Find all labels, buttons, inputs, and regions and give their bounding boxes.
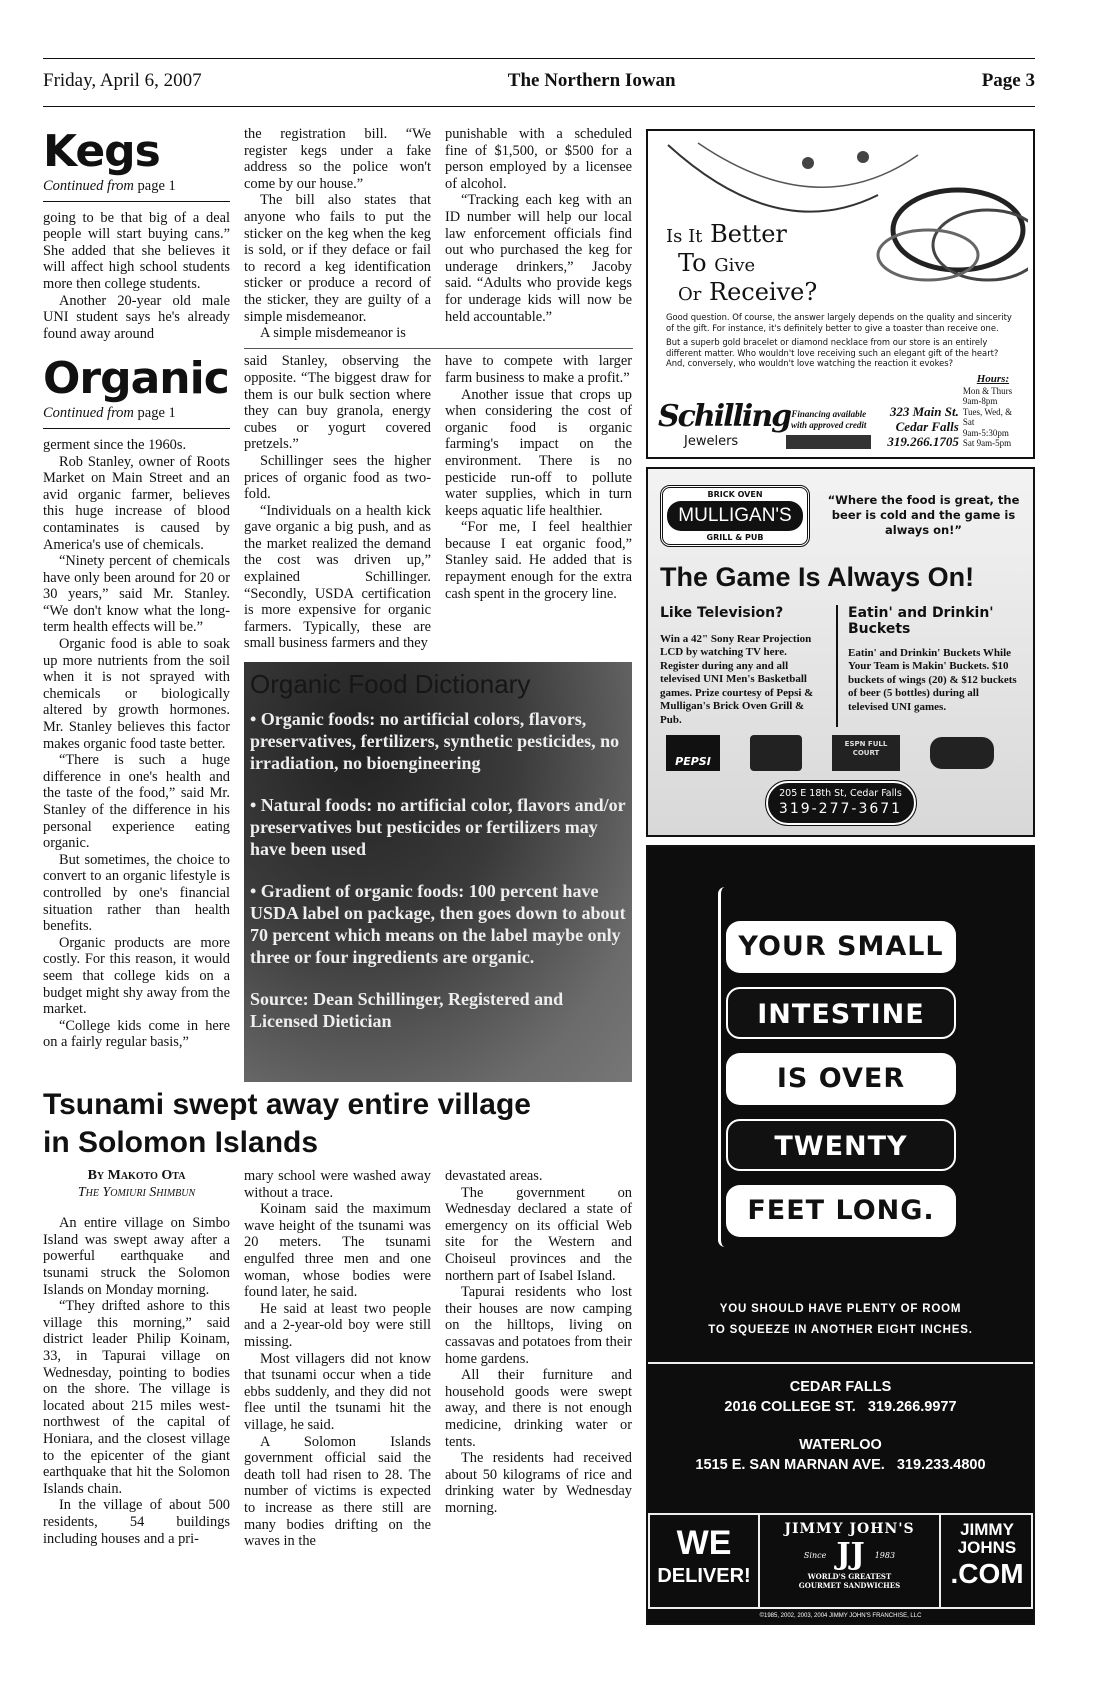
sidebar-item: • Natural foods: no artificial color, flavors and/or preservatives but pesticides or fertilizers may have been used	[250, 795, 626, 860]
paragraph: A Solomon Islands government official said the death toll had risen to 28. The number of victims is expected to increase as there still are many bodies drifting on the waves in the	[244, 1433, 431, 1550]
logo-subtext: Jewelers	[684, 433, 739, 449]
continued-page[interactable]: page 1	[137, 178, 176, 194]
schilling-headline	[666, 221, 1023, 308]
ribbon-line: IS OVER	[726, 1053, 956, 1105]
schilling-copy	[666, 312, 1016, 369]
schilling-logo	[658, 398, 791, 449]
payment-cards	[786, 435, 871, 449]
logo-bottom: GRILL & PUB	[706, 532, 764, 542]
kegs-col-1	[43, 126, 230, 342]
location-city: CEDAR FALLS	[789, 1379, 892, 1395]
tsunami-col-2	[244, 1168, 431, 1550]
paragraph: have to compete with larger farm business to make a profit.”	[445, 353, 632, 386]
ad-paragraph: Good question. Of course, the answer largely depends on the quality and sincerity of the gift. For instance, it's definitely better to give a toaster than receive one.	[666, 312, 1012, 333]
paragraph: “College kids come in here on a fairly regular basis,”	[43, 1017, 230, 1051]
paragraph: Another issue that crops up when considering the cost of organic food is organic farming's impact on the environment. There is no pesticide run-off to pollute water supplies, which in turn keeps aquatic life healthier.	[445, 386, 632, 519]
logo-text: MULLIGAN'S	[667, 501, 803, 531]
hours-line: 9am-8pm	[962, 396, 998, 406]
ad-paragraph: But a superb gold bracelet or diamond necklace from our store is an entirely different matter. Who wouldn't love receiving such an elegant gift of the heart? And, conversely, who wouldn't love watching the reaction it evokes?	[666, 337, 999, 368]
paragraph: Most villagers did not know that tsunami occur when a tide ebbs suddenly, and they did not flee until the tsunami hit the village, he said.	[244, 1350, 431, 1433]
hours-line: Sat 9am-5pm	[962, 438, 1012, 448]
news-columns	[43, 126, 633, 1550]
paragraph: “Ninety percent of chemicals have only been around for 20 or 30 years,” said Mr. Stanley. “We don't know what the long-term health effects will be.”	[43, 553, 230, 636]
ribbon-line: INTESTINE	[726, 987, 956, 1039]
promo-body: Eatin' and Drinkin' Buckets While Your Team is Makin' Buckets. $10 buckets of wings (20) & $12 buckets of beer (5 bottles) during all televised UNI games.	[848, 646, 1017, 713]
paragraph: germent since the 1960s.	[43, 436, 187, 453]
store-hours	[963, 373, 1023, 449]
paragraph: An entire village on Simbo Island was swept away after a powerful earthquake and tsunami struck the Solomon Islands on Monday morning.	[43, 1215, 230, 1298]
website[interactable]	[939, 1515, 1033, 1607]
paragraph: The government on Wednesday declared a state of emergency on its official Web site for the Western and Choiseul provinces and the northern part of Isabel Island.	[445, 1184, 632, 1284]
paragraph: All their furniture and household goods were swept away, and there is not enough medicine, drinking water or tents.	[445, 1367, 632, 1450]
espn-logo: ESPN FULL COURT	[832, 735, 900, 771]
paragraph: going to be that big of a deal people will start buying cans.” She added that she believes it will affect high school students more then college students.	[43, 209, 230, 292]
ads-column	[646, 129, 1035, 1625]
page-number: Page 3	[981, 70, 1035, 91]
ribbon-line: FEET LONG.	[726, 1185, 956, 1237]
schilling-bottom	[658, 373, 1023, 449]
headline-word: Is It	[666, 226, 703, 247]
section-divider	[244, 348, 633, 349]
we-deliver	[650, 1515, 760, 1607]
headline-line-2: in Solomon Islands	[43, 1126, 319, 1160]
kegs-col-2	[244, 126, 431, 342]
since-year: 1983	[874, 1550, 896, 1560]
organic-col-1	[43, 353, 230, 1051]
paragraph: mary school were washed away without a trace.	[244, 1168, 431, 1201]
organic-continued	[43, 405, 230, 429]
paragraph: But sometimes, the choice to convert to an organic lifestyle is controlled by one's financial situation rather than health benefits.	[43, 851, 230, 935]
tsunami-headline	[43, 1086, 633, 1162]
paragraph: “Individuals on a health kick gave organic a big push, and as the market realized the demand the cost was driven up,” explained Schillinger. “Secondly, USDA certification is more expensive for organic farmers. Typically, these are small business farmers and they	[244, 502, 431, 652]
organic-col-3	[445, 353, 632, 602]
paragraph: In the village of about 500 residents, 54 buildings including houses and a pri-	[43, 1497, 230, 1547]
location-address[interactable]: 2016 COLLEGE ST. 319.266.9977	[724, 1399, 957, 1415]
ribbon-line: YOUR SMALL	[726, 921, 956, 973]
paragraph: “For me, I feel healthier because I eat organic food,” Stanley said. He added that is repayment enough for the extra cash spent in the grocery line.	[445, 519, 632, 602]
copyright: ©1985, 2002, 2003, 2004 JIMMY JOHN'S FRANCHISE, LLC	[759, 1613, 922, 1619]
paragraph: A simple misdemeanor is	[260, 325, 406, 342]
headline-word: To	[678, 249, 707, 277]
mulligans-headline: The Game Is Always On!	[660, 561, 975, 592]
website-line: JOHNS	[957, 1538, 1017, 1557]
tagline	[648, 1299, 1033, 1341]
top-rule	[43, 58, 1035, 59]
hours-line: Tues, Wed, & Sat	[962, 406, 1013, 427]
organic-story	[43, 353, 633, 1082]
paragraph: “There is such a huge difference in one's health and the taste of the food,” said Mr. Stanley of the difference in his personal experience eating organic.	[43, 752, 230, 852]
tagline-line: YOU SHOULD HAVE PLENTY OF ROOM	[719, 1303, 962, 1315]
headline-line-1: Tsunami swept away entire village	[43, 1088, 531, 1122]
page-header	[43, 70, 1035, 92]
location-address[interactable]: 1515 E. SAN MARNAN AVE. 319.233.4800	[695, 1457, 986, 1473]
tv-icon	[750, 735, 802, 771]
pepsi-logo: PEPSI	[666, 735, 720, 771]
kegs-col-3	[445, 126, 632, 325]
financing-note: Financing available with approved credit	[790, 408, 867, 430]
tagline-line: TO SQUEEZE IN ANOTHER EIGHT INCHES.	[708, 1324, 973, 1336]
jimmy-johns-logo	[762, 1515, 937, 1607]
continued-page[interactable]: page 1	[137, 405, 176, 422]
byline: By Makoto Ota	[87, 1168, 186, 1184]
paragraph: devastated areas.	[445, 1168, 543, 1185]
ribbon-line: TWENTY	[726, 1119, 956, 1171]
hours-line: 9am-5:30pm	[962, 427, 1009, 438]
tsunami-story	[43, 1168, 633, 1550]
promo-buckets	[838, 605, 1020, 728]
deliver-text: DELIVER!	[657, 1565, 751, 1587]
locations	[648, 1377, 1033, 1475]
paragraph: “Tracking each keg with an ID number will help our local law enforcement officials find out who purchased the keg for underage drinkers,” Jacoby said. “Adults who provide kegs for underage kids will now be held accountable.”	[445, 192, 632, 325]
schilling-jewelers-ad[interactable]	[646, 129, 1035, 459]
tsunami-col-1	[43, 1168, 230, 1547]
byline-agency: The Yomiuri Shimbun	[77, 1184, 196, 1200]
sponsor-row	[660, 735, 1021, 771]
paragraph: Organic products are more costly. For this reason, it would seem that college kids on a budget might shy away from the market.	[43, 934, 230, 1018]
phone[interactable]: 319.266.1705	[887, 433, 959, 449]
newspaper-name: The Northern Iowan	[507, 70, 676, 91]
promo-television	[660, 605, 838, 728]
location-city: WATERLOO	[799, 1437, 882, 1453]
sidebar-source: Source: Dean Schillinger, Registered and Licensed Dietician	[250, 989, 564, 1032]
address: 323 Main St.	[889, 403, 959, 419]
brand-name: JIMMY JOHN'S	[784, 1521, 915, 1537]
paragraph: The residents had received about 50 kilograms of rice and drinking water by Wednesday morning.	[445, 1450, 632, 1516]
paragraph: He said at least two people and a 2-year-old boy were still missing.	[244, 1300, 431, 1350]
logo-text: Schilling	[658, 398, 791, 434]
organic-dictionary-sidebar	[244, 662, 632, 1082]
headline-word: Better	[710, 220, 787, 248]
kegs-title: Kegs	[43, 126, 160, 177]
paragraph: The bill also states that anyone who fails to put the sticker on the keg when the keg is sold, or if they deface or fail to record a keg identification sticker or produce a record of the sticker, they are guilty of a simple misdemeanor.	[244, 192, 431, 325]
kegs-continued	[43, 178, 230, 202]
jj-monogram: JJ	[836, 1537, 865, 1572]
promo-title: Eatin' and Drinkin' Buckets	[848, 604, 994, 637]
since-row	[762, 1538, 937, 1572]
mulligans-ad[interactable]	[646, 467, 1035, 838]
paragraph: Organic food is able to soak up more nutrients from the soil when it is not sprayed with chemicals or biologically altered by growth hormones. Mr. Stanley believes this factor makes organic food taste better.	[43, 636, 230, 752]
brand-tagline: WORLD'S GREATEST GOURMET SANDWICHES	[798, 1572, 901, 1590]
city: Cedar Falls	[895, 418, 959, 434]
sidebar-item: • Organic foods: no artificial colors, flavors, preservatives, fertilizers, synthetic pesticides, no irradiation, no bioengineering	[250, 709, 620, 774]
header-rule	[43, 106, 1035, 107]
paragraph: “They drifted ashore to this village this morning,” said district leader Philip Koinam, 33, in Tapurai village on Wednesday, pointing to bodies on the shore. The village is located about 215 miles west-northwest of the capital of Honiara, and the closest village to the epicenter of the giant earthquake that hit the Solomon Islands chain.	[43, 1298, 230, 1497]
mulligans-logo	[660, 485, 810, 547]
paragraph: Schillinger sees the higher prices of organic food as two-fold.	[244, 452, 431, 503]
paragraph: Another 20-year old male UNI student says he's already found away around	[43, 292, 230, 342]
promo-row	[660, 605, 1021, 728]
promo-body: Win a 42" Sony Rear Projection LCD by watching TV here. Register during any and all televised UNI Men's Basketball games. Prize courtesy of Pepsi & Mulligan's Brick Oven Grill & Pub.	[660, 632, 814, 726]
website-line: JIMMY	[960, 1520, 1014, 1539]
continued-label: Continued from	[43, 178, 134, 194]
organic-col-2	[244, 353, 431, 652]
hours-line: Mon & Thurs	[962, 385, 1013, 396]
headline-word: Give	[714, 255, 756, 276]
hours-title: Hours:	[976, 372, 1010, 385]
continued-label: Continued from	[43, 405, 134, 422]
tsunami-col-3	[445, 1168, 632, 1516]
headline-word: Receive?	[709, 278, 818, 306]
store-address	[875, 404, 958, 449]
address: 205 E 18th St, Cedar Falls	[779, 788, 902, 799]
issue-date: Friday, April 6, 2007	[43, 70, 202, 91]
kegs-story	[43, 126, 633, 342]
mulligans-contact	[766, 781, 916, 825]
paragraph: said Stanley, observing the opposite. “The biggest draw for them is our bulk section where they can buy granola, energy cubes or yogurt covered pretzels.”	[244, 353, 431, 453]
organic-title: Organic	[43, 353, 229, 405]
mulligans-quote: “Where the food is great, the beer is cold and the game is always on!”	[827, 493, 1020, 537]
paragraph: Tapurai residents who lost their houses are now camping on the hilltops, living on cassavas and potatoes from their home gardens.	[445, 1284, 633, 1367]
paragraph: the registration bill. “We register kegs under a fake address so the police won't come by our house.”	[244, 126, 431, 192]
since-label: Since	[803, 1550, 827, 1560]
logo-top: BRICK OVEN	[707, 489, 763, 499]
phone[interactable]: 319-277-3671	[778, 801, 903, 817]
financing-block	[786, 409, 871, 449]
beer-bucket-icon	[930, 737, 994, 769]
headline-word: Or	[678, 284, 702, 305]
we-text: WE	[676, 1524, 732, 1562]
paragraph: punishable with a scheduled fine of $1,500, or $500 for a person employed by a licensee of alcohol.	[445, 126, 632, 192]
paragraph: Rob Stanley, owner of Roots Market on Main Street and an avid organic farmer, believes this huge increase of blood contaminates is caused by America's use of chemicals.	[43, 453, 230, 553]
website-line: .COM	[950, 1558, 1024, 1589]
paragraph: Koinam said the maximum wave height of the tsunami was 20 meters. The tsunami engulfed three men and one woman, whose bodies were found later, he said.	[244, 1201, 431, 1301]
promo-title: Like Television?	[660, 604, 784, 621]
sidebar-item: • Gradient of organic foods: 100 percent have USDA label on package, then goes down to about 70 percent which means on the label maybe only three or four ingredients are organic.	[250, 881, 626, 968]
mulligans-top	[660, 485, 1021, 547]
jimmy-johns-ad[interactable]	[646, 845, 1035, 1625]
sidebar-title: Organic Food Dictionary	[250, 669, 531, 700]
